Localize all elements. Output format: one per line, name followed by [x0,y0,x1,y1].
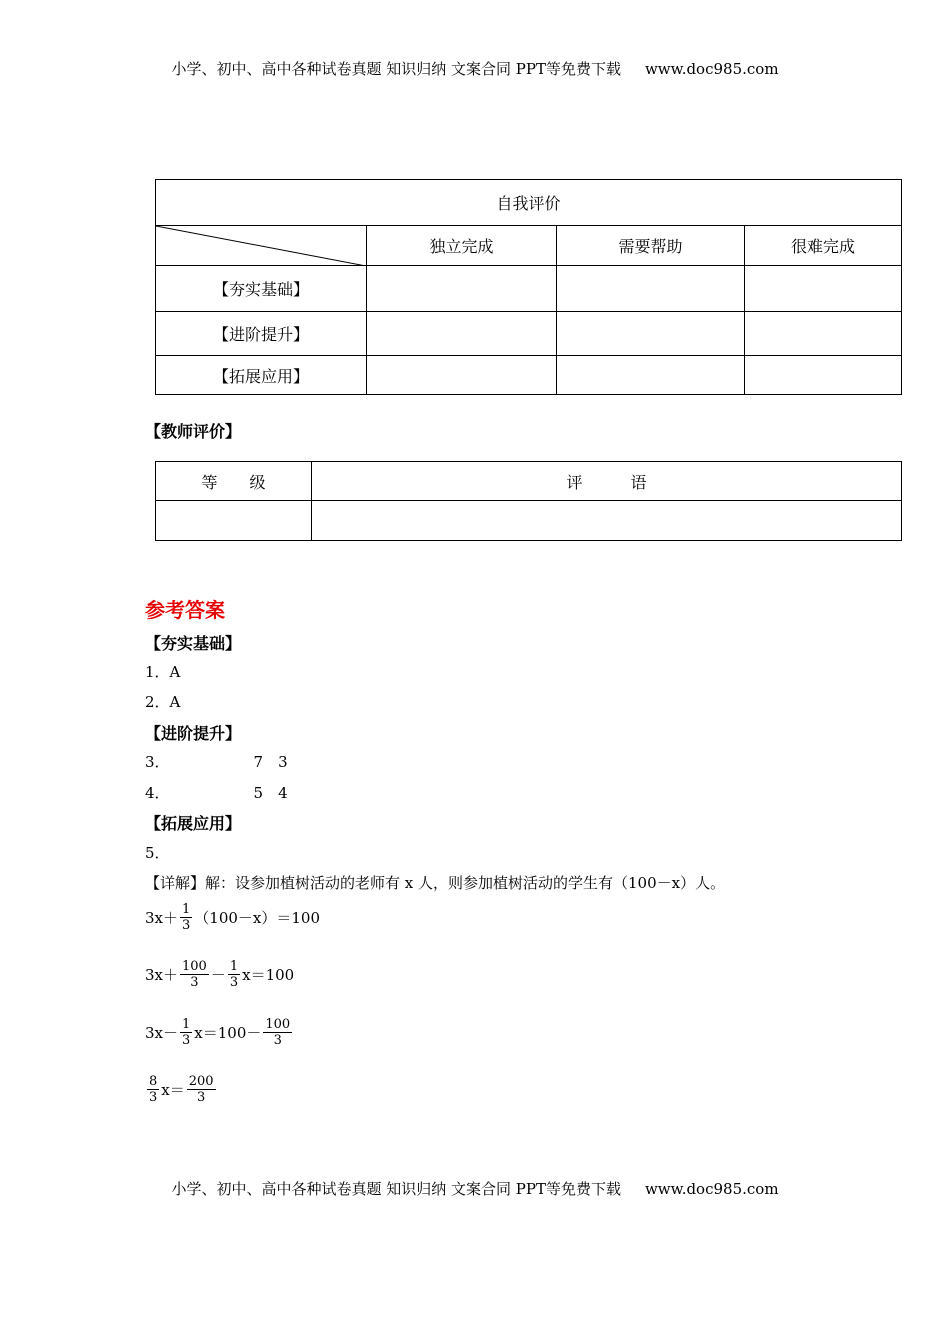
eq-text: （100－x）＝100 [194,909,321,927]
col-grade: 等 级 [156,462,312,501]
answer-1: 1．A [145,663,181,681]
col-independent: 独立完成 [367,226,557,266]
table-cell[interactable] [367,356,557,395]
answer-5: 5． [145,844,170,862]
table-cell[interactable] [367,266,557,312]
fraction: $\frac{100}{3}$ [182,959,207,990]
equation-4 [145,1074,218,1105]
page-header [0,58,950,79]
self-eval-title: 自我评价 [156,180,902,226]
footer-site: www.doc985.com [644,1180,779,1198]
answer-4-values: 5 4 [253,784,288,802]
col-hard: 很难完成 [745,226,902,266]
table-cell[interactable] [557,312,745,356]
row-label-basic: 【夯实基础】 [156,266,367,312]
teacher-evaluation-table [155,461,902,541]
fraction: $\frac{200}{3}$ [188,1074,214,1105]
table-cell[interactable] [557,266,745,312]
answers-title: 参考答案 [145,598,225,622]
section-basic: 【夯实基础】 [145,634,242,653]
fraction: $\frac{1}{3}$ [182,902,191,933]
eq-text: x＝100 [242,966,295,984]
fraction: $\frac{8}{3}$ [149,1074,158,1105]
grade-cell[interactable] [156,501,312,541]
eq-text: 3x－ [145,1024,179,1042]
table-cell[interactable] [745,266,902,312]
comment-cell[interactable] [312,501,902,541]
equation-2 [145,959,294,990]
eq-text: 3x＋ [145,909,179,927]
answer-2: 2．A [145,693,181,711]
header-text: 小学、初中、高中各种试卷真题 知识归纳 文案合同 PPT等免费下载 [171,60,621,78]
answer-3-values: 7 3 [253,753,288,771]
footer-text: 小学、初中、高中各种试卷真题 知识归纳 文案合同 PPT等免费下载 [171,1180,621,1198]
teacher-eval-label: 【教师评价】 [145,422,242,441]
eq-text: － [210,966,226,984]
eq-text: 3x＋ [145,966,179,984]
answer-3 [145,751,288,772]
header-site: www.doc985.com [644,60,779,78]
section-advance: 【进阶提升】 [145,724,242,743]
fraction: $\frac{1}{3}$ [182,1017,191,1048]
diagonal-line [156,226,366,266]
equation-1 [145,902,320,933]
col-need-help: 需要帮助 [557,226,745,266]
diagonal-header-cell [156,226,367,266]
table-cell[interactable] [745,312,902,356]
fraction: $\frac{1}{3}$ [229,959,239,990]
eq-text: x＝ [161,1081,185,1099]
answer-4 [145,782,288,803]
table-cell[interactable] [557,356,745,395]
equation-3 [145,1017,294,1048]
col-comment: 评 语 [312,462,902,501]
table-cell[interactable] [745,356,902,395]
answer-3-number: 3． [145,753,170,771]
self-evaluation-table [155,179,902,395]
eq-text: x＝100－ [194,1024,262,1042]
page-footer [0,1178,950,1199]
detail-text: 【详解】解：设参加植树活动的老师有 x 人，则参加植树活动的学生有（100－x）人。 [145,874,726,892]
section-extend: 【拓展应用】 [145,814,242,833]
answer-4-number: 4． [145,784,170,802]
row-label-extend: 【拓展应用】 [156,356,367,395]
table-cell[interactable] [367,312,557,356]
fraction: $\frac{100}{3}$ [265,1017,291,1048]
row-label-advance: 【进阶提升】 [156,312,367,356]
